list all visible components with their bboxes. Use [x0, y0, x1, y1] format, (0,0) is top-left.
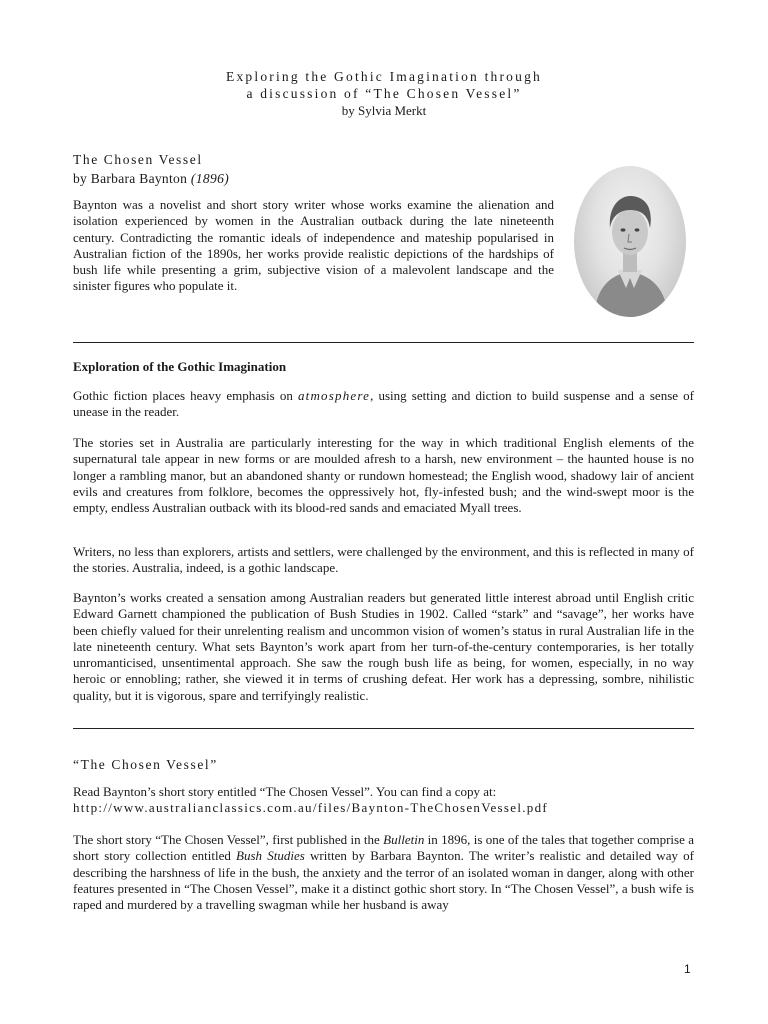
document-byline: by Sylvia Merkt — [341, 103, 427, 118]
summary-text-3: written by Barbara Baynton. The writer’s realistic and detailed way of describing the harshness of life in the bush, the anxiety and the terror of an isolated woman in danger, along with other features presented in “The Chosen Vessel”, make it a distinct gothic short story. In “The Chosen Vessel”, a bush wife is raped and murdered by a travelling swagman while her husband is away — [73, 848, 694, 913]
summary-text-2: in 1896, is one of the tales that together comprise a short story collection entitled — [73, 832, 694, 864]
chosen-vessel-heading: “The Chosen Vessel” — [73, 757, 218, 772]
title-block — [0, 68, 768, 119]
atmosphere-text-end: , using setting and diction to build suspense and a sense of unease in the reader. — [73, 388, 694, 420]
publication-year: (1896) — [190, 171, 230, 186]
paragraph-atmosphere — [73, 388, 694, 421]
section-divider-2 — [73, 728, 694, 729]
exploration-heading: Exploration of the Gothic Imagination — [73, 359, 287, 374]
paragraph-story-summary — [73, 832, 694, 913]
intro-paragraph: Baynton was a novelist and short story writer whose works examine the alienation and isolation experienced by women in the Australian outback during the late nineteenth century. Contradicting the romantic ideals of independence and mateship popularised in Australian fiction of the 1890s, her works provide realistic depictions of the hardships of bush life while presenting a grim, subjective vision of a malevolent landscape and the sinister figures who populate it. — [73, 197, 554, 294]
summary-text-1: The short story “The Chosen Vessel”, first published in the — [73, 832, 384, 847]
paragraph-baynton-works: Baynton’s works created a sensation among Australian readers but generated little interest abroad until English critic Edward Garnett championed the publication of Bush Studies in 1902. Called “stark” and “savage”, her works have been chiefly valued for their unrelenting realism and uncommon vision of women’s status in rural Australian life in the late nineteenth century. What sets Baynton’s work apart from her turn-of-the-century contemporaries, is her totally unromanticised, unsentimental approach. She saw the rough bush life as being, for women, especially, in no way heroic or ennobling; rather, she viewed it in terms of crushing defeat. Her work has a depressing, sombre, nihilistic quality, but it is vigorous, spare and terrifyingly realistic. — [73, 590, 694, 703]
author-name: by Barbara Baynton — [73, 171, 188, 186]
story-author-line — [73, 169, 229, 188]
page-number: 1 — [684, 962, 691, 976]
document-title-line-2: a discussion of “The Chosen Vessel” — [246, 86, 522, 101]
author-portrait — [574, 166, 686, 317]
portrait-image — [574, 166, 686, 317]
atmosphere-emphasis: atmosphere — [297, 388, 371, 403]
paragraph-australian-settings: The stories set in Australia are particularly interesting for the way in which traditional English elements of the supernatural tale appear in new forms or are moulded afresh to a harsh, new environment – the haunted house is no longer a rambling manor, but an abandoned shanty or rundown homestead; the English wood, shadowy lair of ancient evils and creatures from folklore, becomes the oppressively hot, fly-infested bush; and the wind-swept moor is the empty, endless Australian outback with its blood-red sands and emaciated Myall trees. — [73, 435, 694, 516]
paragraph-writers-environment: Writers, no less than explorers, artists and settlers, were challenged by the environment, and this is reflected in many of the stories. Australia, indeed, is a gothic landscape. — [73, 544, 694, 576]
story-url-link[interactable]: http://www.australianclassics.com.au/files/Baynton-TheChosenVessel.pdf — [73, 800, 549, 815]
document-title-line-1: Exploring the Gothic Imagination through — [226, 69, 542, 84]
atmosphere-text-start: Gothic fiction places heavy emphasis on — [73, 388, 298, 403]
section-divider — [73, 342, 694, 343]
reading-instruction: Read Baynton’s short story entitled “The Chosen Vessel”. You can find a copy at: — [73, 784, 497, 799]
bulletin-title: Bulletin — [383, 832, 425, 847]
story-title: The Chosen Vessel — [73, 152, 203, 167]
bush-studies-title: Bush Studies — [236, 848, 305, 864]
